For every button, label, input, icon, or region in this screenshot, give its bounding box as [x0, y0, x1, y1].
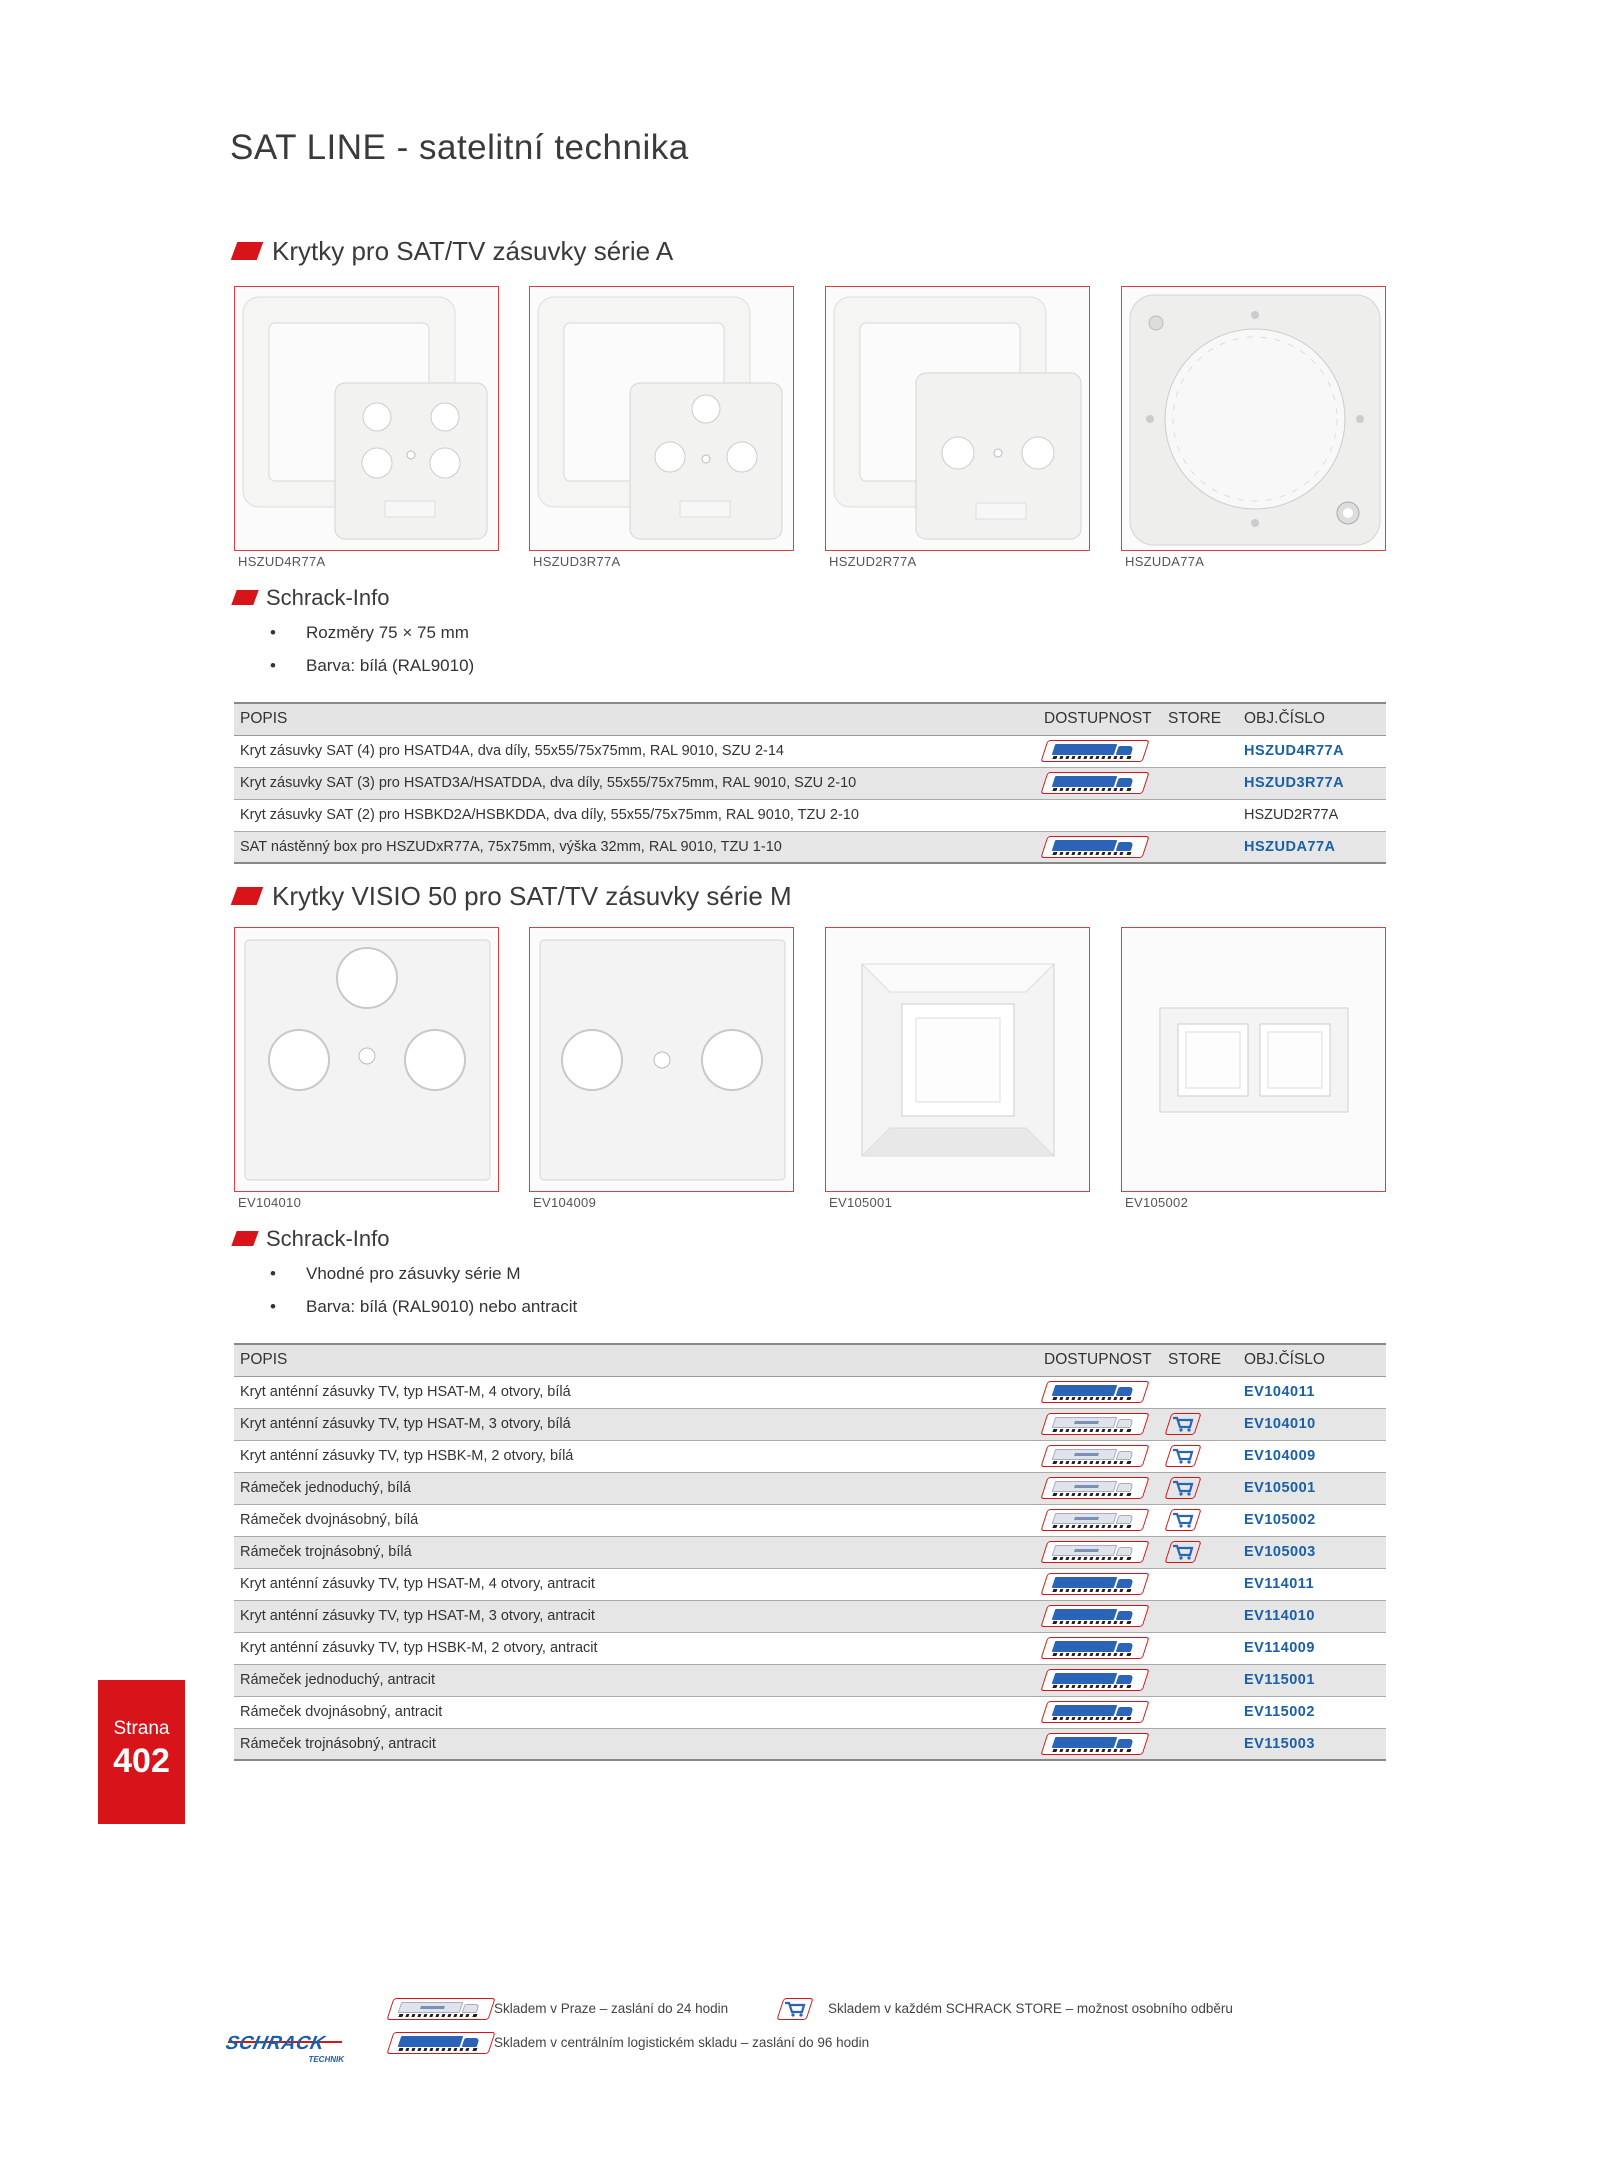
cell-dostupnost: [1038, 1472, 1162, 1504]
cell-popis: Kryt anténní zásuvky TV, typ HSAT-M, 4 otvory, bílá: [234, 1376, 1038, 1408]
cell-popis: SAT nástěnný box pro HSZUDxR77A, 75x75mm, výška 32mm, RAL 9010, TZU 1-10: [234, 831, 1038, 863]
cell-store: [1162, 767, 1238, 799]
truck-prague-icon: [1040, 1509, 1149, 1531]
image-caption: EV104009: [533, 1195, 597, 1210]
header-popis: POPIS: [234, 703, 1038, 735]
table-header-row: [234, 1344, 1386, 1376]
order-number-link[interactable]: EV114010: [1244, 1608, 1315, 1624]
cell-obj-cislo[interactable]: [1238, 799, 1386, 831]
truck-prague-icon: [1040, 1413, 1149, 1435]
cell-obj-cislo[interactable]: [1238, 1600, 1386, 1632]
info-item: • Barva: bílá (RAL9010): [270, 649, 474, 682]
cell-dostupnost: [1038, 1504, 1162, 1536]
image-caption: HSZUD3R77A: [533, 554, 621, 569]
cell-popis: Kryt zásuvky SAT (2) pro HSBKD2A/HSBKDDA, dva díly, 55x55/75x75mm, RAL 9010, TZU 2-10: [234, 799, 1038, 831]
cell-dostupnost: [1038, 1600, 1162, 1632]
red-bullet-icon: [231, 1231, 258, 1246]
cell-obj-cislo[interactable]: [1238, 1536, 1386, 1568]
order-number-link[interactable]: HSZUD2R77A: [1244, 807, 1339, 823]
cell-obj-cislo[interactable]: [1238, 1408, 1386, 1440]
cell-obj-cislo[interactable]: [1238, 1472, 1386, 1504]
shopping-cart-icon: [776, 1998, 813, 2020]
order-number-link[interactable]: EV105003: [1244, 1544, 1316, 1560]
cell-store: [1162, 1472, 1238, 1504]
truck-central-icon: [1040, 1573, 1149, 1595]
cell-obj-cislo[interactable]: [1238, 1664, 1386, 1696]
truck-prague-icon: [1040, 1477, 1149, 1499]
truck-prague-icon: [1040, 1445, 1149, 1467]
product-table-series-a: [234, 702, 1386, 864]
section-a-heading: Krytky pro SAT/TV zásuvky série A: [234, 236, 673, 267]
legend-prague: Skladem v Praze – zaslání do 24 hodin: [494, 2001, 729, 2016]
image-caption: EV105001: [829, 1195, 893, 1210]
product-image-ev105002: [1121, 927, 1386, 1192]
cell-store: [1162, 799, 1238, 831]
product-table-series-m: [234, 1343, 1386, 1761]
product-image-ev105001: [825, 927, 1090, 1192]
table-row: [234, 1472, 1386, 1504]
truck-central-icon: [1040, 1669, 1149, 1691]
cell-dostupnost: [1038, 831, 1162, 863]
cell-obj-cislo[interactable]: [1238, 1440, 1386, 1472]
truck-central-icon: [1040, 772, 1149, 794]
schrack-logo: [223, 2033, 350, 2067]
cell-popis: Rámeček trojnásobný, antracit: [234, 1728, 1038, 1760]
order-number-link[interactable]: EV105001: [1244, 1480, 1316, 1496]
red-bullet-icon: [231, 887, 264, 905]
table-row: [234, 1504, 1386, 1536]
cell-obj-cislo[interactable]: [1238, 1376, 1386, 1408]
header-popis: POPIS: [234, 1344, 1038, 1376]
table-row: [234, 1632, 1386, 1664]
table-row: [234, 1728, 1386, 1760]
image-caption: HSZUD2R77A: [829, 554, 917, 569]
page-label: Strana: [113, 1718, 170, 1739]
product-image-ev104009: [529, 927, 794, 1192]
header-obj-cislo: OBJ.ČÍSLO: [1238, 1344, 1386, 1376]
cell-popis: Kryt zásuvky SAT (3) pro HSATD3A/HSATDDA, dva díly, 55x55/75x75mm, RAL 9010, SZU 2-10: [234, 767, 1038, 799]
product-image-hszud3r77a: [529, 286, 794, 551]
order-number-link[interactable]: EV115001: [1244, 1672, 1315, 1688]
section-m-heading: Krytky VISIO 50 pro SAT/TV zásuvky série M: [234, 881, 792, 912]
table-row: [234, 1664, 1386, 1696]
cell-store: [1162, 1696, 1238, 1728]
header-dostupnost: DOSTUPNOST: [1038, 703, 1162, 735]
cell-store: [1162, 1536, 1238, 1568]
cell-obj-cislo[interactable]: [1238, 735, 1386, 767]
shopping-cart-icon: [1164, 1477, 1201, 1499]
table-row: [234, 831, 1386, 863]
logo-subtitle: TECHNIK: [308, 2055, 344, 2064]
truck-central-icon: [1040, 1381, 1149, 1403]
truck-central-icon: [1040, 1605, 1149, 1627]
cell-store: [1162, 1632, 1238, 1664]
order-number-link[interactable]: EV104009: [1244, 1448, 1316, 1464]
truck-central-icon: [1040, 740, 1149, 762]
cell-dostupnost: [1038, 799, 1162, 831]
table-row: [234, 1696, 1386, 1728]
cell-obj-cislo[interactable]: [1238, 1728, 1386, 1760]
schrack-info-list: [270, 1257, 577, 1323]
cell-obj-cislo[interactable]: [1238, 1504, 1386, 1536]
cell-store: [1162, 1728, 1238, 1760]
header-dostupnost: DOSTUPNOST: [1038, 1344, 1162, 1376]
schrack-info-list: [270, 616, 474, 682]
cell-dostupnost: [1038, 1536, 1162, 1568]
cell-obj-cislo[interactable]: [1238, 831, 1386, 863]
order-number-link[interactable]: HSZUD4R77A: [1244, 743, 1345, 759]
cell-dostupnost: [1038, 1568, 1162, 1600]
cell-store: [1162, 1408, 1238, 1440]
cell-obj-cislo[interactable]: [1238, 1568, 1386, 1600]
order-number-link[interactable]: EV114011: [1244, 1576, 1315, 1592]
truck-prague-icon: [1040, 1541, 1149, 1563]
header-obj-cislo: OBJ.ČÍSLO: [1238, 703, 1386, 735]
cell-store: [1162, 1504, 1238, 1536]
red-bullet-icon: [231, 590, 258, 605]
cell-obj-cislo[interactable]: [1238, 1696, 1386, 1728]
page-number: 402: [113, 1742, 170, 1780]
cell-store: [1162, 1600, 1238, 1632]
cell-popis: Rámeček jednoduchý, bílá: [234, 1472, 1038, 1504]
info-item: • Rozměry 75 × 75 mm: [270, 616, 474, 649]
cell-store: [1162, 831, 1238, 863]
info-item: • Barva: bílá (RAL9010) nebo antracit: [270, 1290, 577, 1323]
order-number-link[interactable]: EV115002: [1244, 1704, 1315, 1720]
order-number-link[interactable]: HSZUD3R77A: [1244, 775, 1345, 791]
shopping-cart-icon: [1164, 1413, 1201, 1435]
page-title: SAT LINE - satelitní technika: [230, 128, 689, 167]
truck-prague-icon: [386, 1998, 495, 2020]
cell-dostupnost: [1038, 1408, 1162, 1440]
image-caption: EV105002: [1125, 1195, 1189, 1210]
image-caption: EV104010: [238, 1195, 302, 1210]
order-number-link[interactable]: EV105002: [1244, 1512, 1316, 1528]
cell-popis: Kryt anténní zásuvky TV, typ HSBK-M, 2 otvory, antracit: [234, 1632, 1038, 1664]
cell-popis: Rámeček trojnásobný, bílá: [234, 1536, 1038, 1568]
cell-obj-cislo[interactable]: [1238, 767, 1386, 799]
page-number-badge: [98, 1680, 185, 1824]
image-caption: HSZUD4R77A: [238, 554, 326, 569]
cell-dostupnost: [1038, 1376, 1162, 1408]
truck-central-icon: [1040, 1701, 1149, 1723]
header-store: STORE: [1162, 1344, 1238, 1376]
shopping-cart-icon: [1164, 1541, 1201, 1563]
cell-dostupnost: [1038, 1632, 1162, 1664]
shopping-cart-icon: [1164, 1509, 1201, 1531]
truck-central-icon: [1040, 1637, 1149, 1659]
table-row: [234, 1600, 1386, 1632]
table-row: [234, 1568, 1386, 1600]
product-image-hszuda77a: [1121, 286, 1386, 551]
table-row: [234, 767, 1386, 799]
cell-popis: Kryt zásuvky SAT (4) pro HSATD4A, dva díly, 55x55/75x75mm, RAL 9010, SZU 2-14: [234, 735, 1038, 767]
cell-dostupnost: [1038, 767, 1162, 799]
table-row: [234, 1440, 1386, 1472]
product-image-hszud2r77a: [825, 286, 1090, 551]
table-row: [234, 735, 1386, 767]
header-store: STORE: [1162, 703, 1238, 735]
cell-store: [1162, 1568, 1238, 1600]
cell-popis: Kryt anténní zásuvky TV, typ HSBK-M, 2 otvory, bílá: [234, 1440, 1038, 1472]
shopping-cart-icon: [1164, 1445, 1201, 1467]
cell-store: [1162, 735, 1238, 767]
info-item: • Vhodné pro zásuvky série M: [270, 1257, 577, 1290]
order-number-link[interactable]: EV104010: [1244, 1416, 1316, 1432]
table-row: [234, 1376, 1386, 1408]
order-number-link[interactable]: EV114009: [1244, 1640, 1315, 1656]
cell-popis: Rámeček dvojnásobný, bílá: [234, 1504, 1038, 1536]
cell-dostupnost: [1038, 735, 1162, 767]
cell-store: [1162, 1376, 1238, 1408]
truck-central-icon: [1040, 1733, 1149, 1755]
logo-wordmark: SCHRACK: [223, 2033, 327, 2054]
order-number-link[interactable]: EV104011: [1244, 1384, 1315, 1400]
cell-popis: Rámeček dvojnásobný, antracit: [234, 1696, 1038, 1728]
red-bullet-icon: [231, 242, 264, 260]
cell-dostupnost: [1038, 1728, 1162, 1760]
table-row: [234, 1408, 1386, 1440]
table-row: [234, 1536, 1386, 1568]
cell-popis: Kryt anténní zásuvky TV, typ HSAT-M, 3 otvory, antracit: [234, 1600, 1038, 1632]
product-image-hszud4r77a: [234, 286, 499, 551]
legend-store: Skladem v každém SCHRACK STORE – možnost osobního odběru: [828, 2001, 1233, 2016]
truck-central-icon: [1040, 836, 1149, 858]
order-number-link[interactable]: HSZUDA77A: [1244, 838, 1336, 855]
cell-store: [1162, 1440, 1238, 1472]
schrack-info-heading: Schrack-Info: [234, 1226, 390, 1252]
schrack-info-heading: Schrack-Info: [234, 585, 390, 611]
table-row: [234, 799, 1386, 831]
cell-popis: Rámeček jednoduchý, antracit: [234, 1664, 1038, 1696]
product-image-ev104010: [234, 927, 499, 1192]
cell-store: [1162, 1664, 1238, 1696]
table-header-row: [234, 703, 1386, 735]
order-number-link[interactable]: EV115003: [1244, 1735, 1315, 1752]
cell-popis: Kryt anténní zásuvky TV, typ HSAT-M, 4 otvory, antracit: [234, 1568, 1038, 1600]
cell-obj-cislo[interactable]: [1238, 1632, 1386, 1664]
cell-dostupnost: [1038, 1664, 1162, 1696]
legend-central: Skladem v centrálním logistickém skladu – zaslání do 96 hodin: [494, 2035, 870, 2050]
truck-central-icon: [386, 2032, 495, 2054]
image-caption: HSZUDA77A: [1125, 554, 1205, 569]
cell-dostupnost: [1038, 1696, 1162, 1728]
cell-dostupnost: [1038, 1440, 1162, 1472]
cell-popis: Kryt anténní zásuvky TV, typ HSAT-M, 3 otvory, bílá: [234, 1408, 1038, 1440]
